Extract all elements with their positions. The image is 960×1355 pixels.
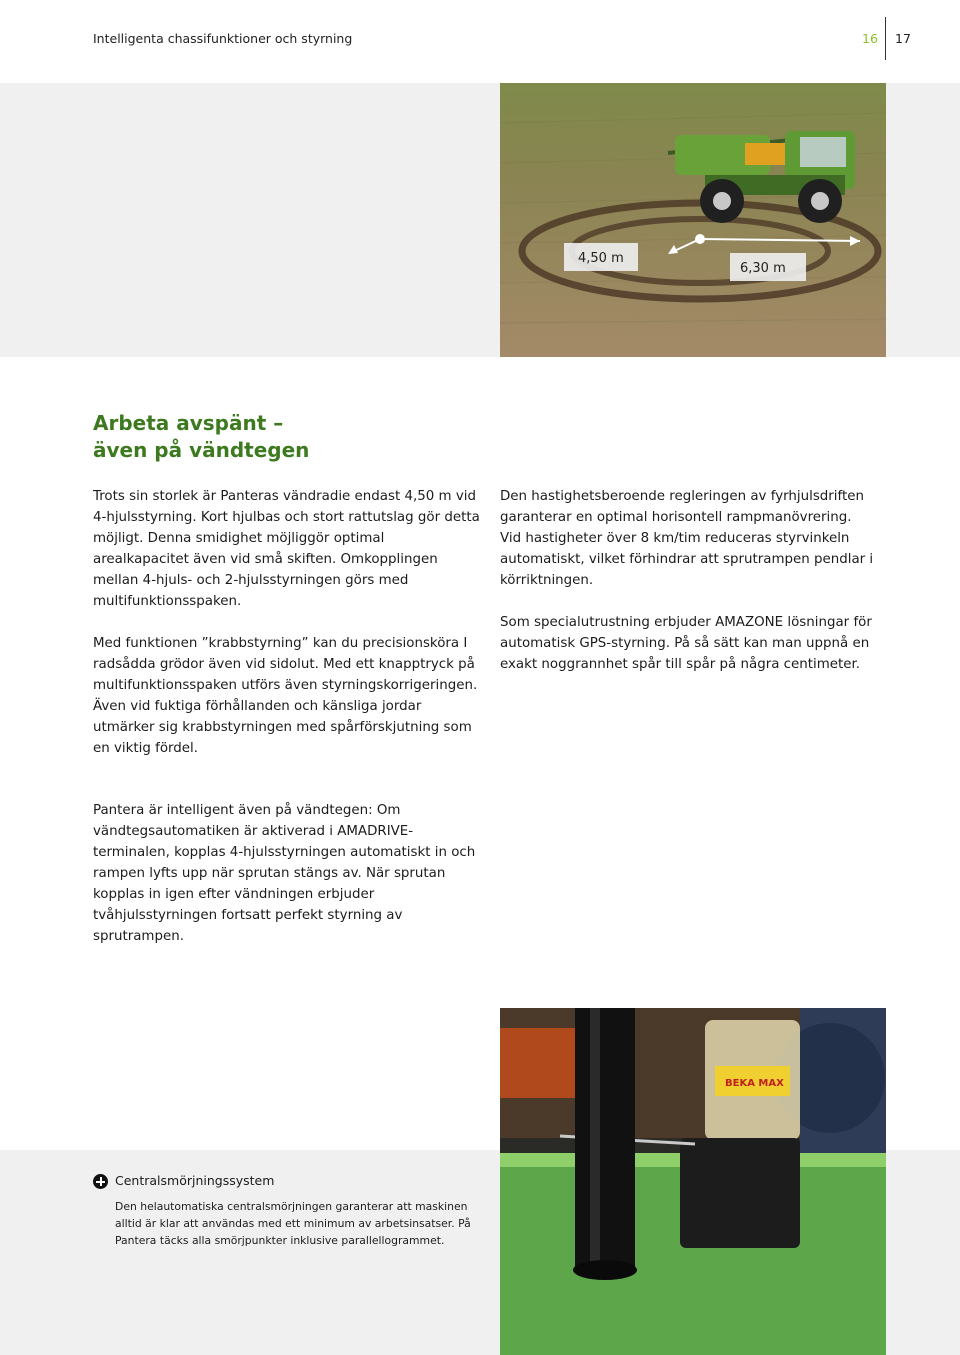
running-header: Intelligenta chassifunktioner och styrning bbox=[93, 31, 353, 46]
right-paragraph-2: Som specialutrustning erbjuder AMAZONE lösningar för automatisk GPS-styrning. På så sätt kan man uppnå en exakt noggrannhet spår till spår på några centimeter. bbox=[500, 615, 872, 672]
headline-line-2: även på vändtegen bbox=[93, 438, 310, 462]
page-number-right: 17 bbox=[895, 31, 911, 46]
left-paragraph-3: Pantera är intelligent även på vändtegen: Om vändtegsautomatiken är aktiverad i AMADRIVE-terminalen, kopplas 4-hjulsstyrningen automatiskt in och rampen lyfts upp när sprutan stängs av. När sprutan kopplas in igen efter vändningen erbjuder tvåhjulsstyrningen fortsatt perfekt styrning av sprutrampen. bbox=[93, 803, 476, 944]
left-column bbox=[93, 486, 483, 780]
left-paragraph-1: Trots sin storlek är Panteras vändradie endast 4,50 m vid 4-hjulsstyrning. Kort hjulbas och stort rattutslag gör detta möjligt. Denna smidighet möjliggör optimal arealkapacitet även vid små skiften. Omkopplingen mellan 4-hjuls- och 2-hjulsstyrningen görs med multifunktionsspaken. bbox=[93, 489, 480, 609]
field-turning-photo bbox=[500, 83, 886, 357]
caption-body: Den helautomatiska centralsmörjningen garanterar att maskinen alltid är klar att användas med ett minimum av arbetsinsatser. På Pantera täcks alla smörjpunkter inklusive parallellogrammet. bbox=[115, 1200, 471, 1247]
section-headline bbox=[93, 410, 309, 464]
right-paragraph-1: Den hastighetsberoende regleringen av fyrhjulsdriften garanterar en optimal horisontell rampmanövrering. Vid hastigheter över 8 km/tim reduceras styrvinkeln automatiskt, vilket förhindrar att sprutrampen pendlar i körriktningen. bbox=[500, 489, 874, 588]
left-paragraph-2: Med funktionen ”krabbstyrning” kan du precisionsköra I radsådda grödor även vid sidolut. Med ett knapptryck på multifunktionsspaken utförs även styrningskorrigeringen. Även vid fuktiga förhållanden och känsliga jordar utmärker sig krabbstyrningen med spårförskjutning som en viktig fördel. bbox=[93, 636, 478, 756]
caption-title: Centralsmörjningssystem bbox=[115, 1173, 275, 1188]
right-column bbox=[500, 486, 875, 696]
central-lubrication-photo bbox=[500, 1008, 886, 1355]
headline-line-1: Arbeta avspänt – bbox=[93, 411, 284, 435]
inner-radius-label: 4,50 m bbox=[578, 251, 624, 266]
outer-radius-label: 6,30 m bbox=[740, 261, 786, 276]
plus-circle-icon bbox=[93, 1174, 108, 1189]
beka-max-label: BEKA MAX bbox=[725, 1078, 784, 1089]
page-divider bbox=[885, 17, 886, 60]
page-number-left: 16 bbox=[862, 31, 878, 46]
